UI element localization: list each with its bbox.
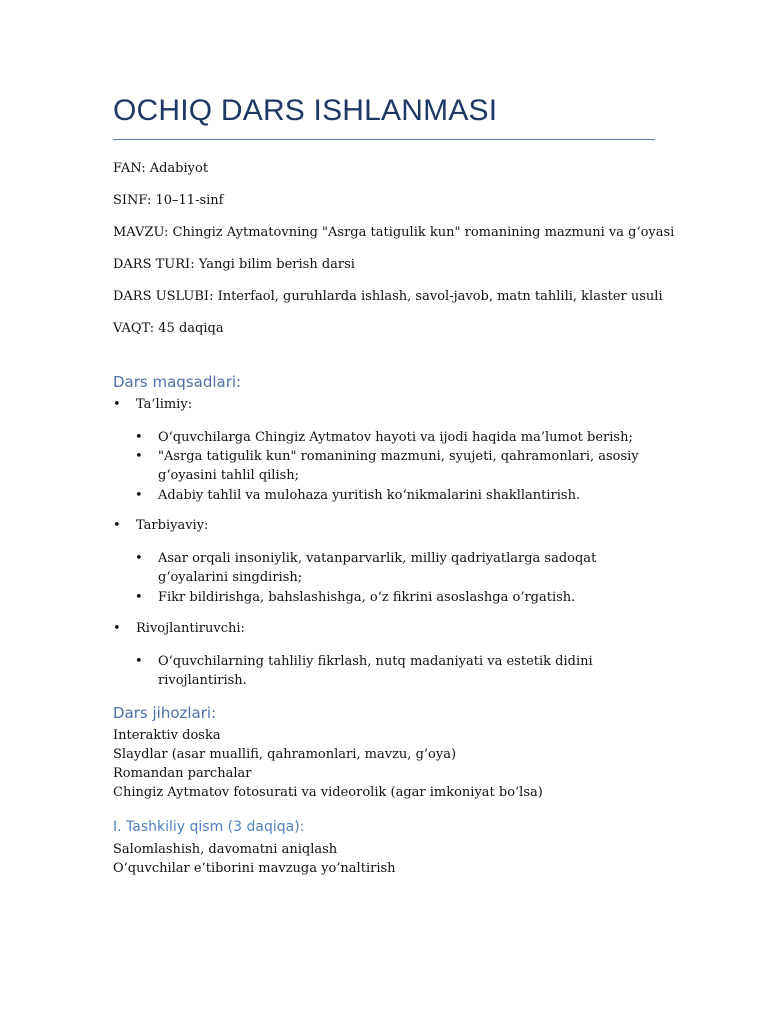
list-item-text: Fikr bildirishga, bahslashishga, o‘z fikrini asoslashga o‘rgatish.: [158, 590, 576, 605]
bullet-dot: •: [135, 430, 143, 445]
section1-heading: I. Tashkiliy qism (3 daqiqa):: [113, 819, 305, 835]
list-item-text: O‘quvchilarga Chingiz Aytmatov hayoti va ijodi haqida ma’lumot berish;: [158, 430, 633, 445]
list-item: [135, 447, 655, 485]
equipment-item: Chingiz Aytmatov fotosurati va videorolik (agar imkoniyat bo‘lsa): [113, 785, 543, 800]
title-underline: [113, 139, 655, 140]
equipment-item: Slaydlar (asar muallifi, qahramonlari, mavzu, g‘oya): [113, 747, 457, 762]
bullet-dot: •: [135, 449, 143, 464]
list-item: [135, 486, 655, 505]
goal-group-label: Ta’limiy:: [136, 397, 193, 412]
list-item: [135, 549, 655, 587]
bullet-dot: •: [135, 654, 143, 669]
list-item-text: Adabiy tahlil va mulohaza yuritish ko‘nikmalarini shakllantirish.: [158, 488, 581, 503]
meta-subject: FAN: Adabiyot: [113, 161, 209, 176]
equipment-heading: Dars jihozlari:: [113, 704, 217, 722]
bullet-dot: •: [135, 488, 143, 503]
meta-topic: MAVZU: Chingiz Aytmatovning "Asrga tatigulik kun" romanining mazmuni va g‘oyasi: [113, 225, 675, 240]
bullet-dot: •: [135, 590, 143, 605]
document-title: OCHIQ DARS ISHLANMASI: [113, 94, 498, 127]
meta-lesson-method: DARS USLUBI: Interfaol, guruhlarda ishlash, savol-javob, matn tahlili, klaster usuli: [113, 289, 663, 304]
list-item: [135, 588, 655, 607]
section1-item: Salomlashish, davomatni aniqlash: [113, 842, 338, 857]
goal-group-label: Rivojlantiruvchi:: [136, 621, 245, 636]
list-item-text: Asar orqali insoniylik, vatanparvarlik, milliy qadriyatlarga sadoqat g‘oyalarini singdirish;: [158, 551, 597, 585]
section1-item: O‘quvchilar e’tiborini mavzuga yo‘naltirish: [113, 861, 396, 876]
equipment-item: Romandan parchalar: [113, 766, 252, 781]
bullet-dot: •: [113, 621, 121, 636]
goal-group-label: Tarbiyaviy:: [136, 518, 209, 533]
list-item: [135, 652, 655, 690]
list-item: [135, 428, 655, 447]
bullet-dot: •: [135, 551, 143, 566]
meta-grade: SINF: 10–11-sinf: [113, 193, 224, 208]
meta-lesson-type: DARS TURI: Yangi bilim berish darsi: [113, 257, 355, 272]
equipment-item: Interaktiv doska: [113, 728, 221, 743]
goals-heading: Dars maqsadlari:: [113, 373, 242, 391]
bullet-dot: •: [113, 397, 121, 412]
list-item-text: O‘quvchilarning tahliliy fikrlash, nutq madaniyati va estetik didini rivojlantirish.: [158, 654, 593, 688]
bullet-dot: •: [113, 518, 121, 533]
meta-duration: VAQT: 45 daqiqa: [113, 321, 224, 336]
list-item-text: "Asrga tatigulik kun" romanining mazmuni, syujeti, qahramonlari, asosiy g‘oyasini tahlil qilish;: [158, 449, 639, 483]
